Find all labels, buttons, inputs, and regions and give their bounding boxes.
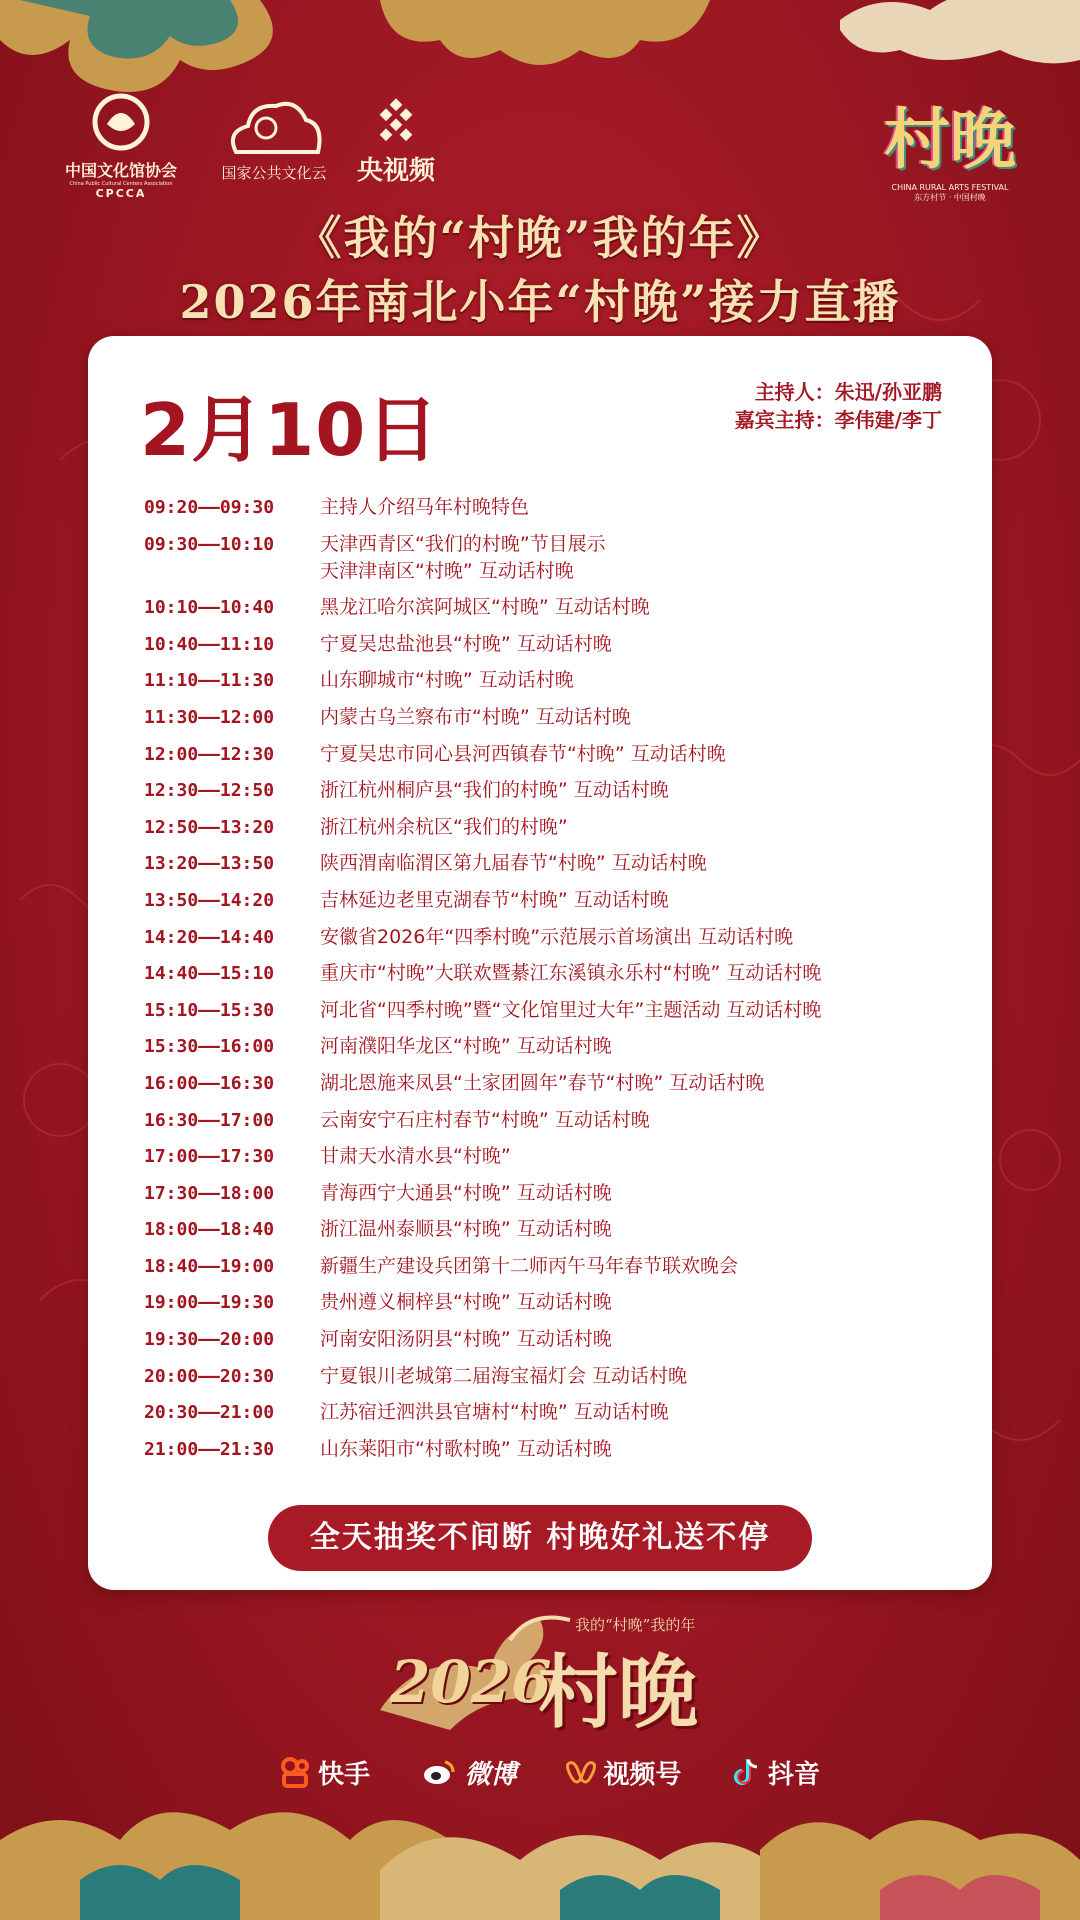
- main-title: 《我的“村晚”我的年》: [295, 211, 785, 265]
- host-line: 主持人：朱迅/孙亚鹏: [754, 380, 942, 404]
- schedule-time: 17:00——17:30: [144, 1146, 275, 1168]
- schedule-time: 18:40——19:00: [144, 1255, 275, 1277]
- yangshipin-icon: [372, 98, 420, 146]
- schedule-row: [144, 814, 964, 841]
- douyin-icon: [730, 1756, 762, 1788]
- schedule-time: 19:00——19:30: [144, 1292, 275, 1314]
- culture-cloud-icon: [226, 100, 322, 158]
- program-line: 云南安宁石庄村春节“村晚” 互动话村晚: [320, 1108, 650, 1131]
- program-line: 宁夏银川老城第二届海宝福灯会 互动话村晚: [320, 1364, 688, 1387]
- schedule-row: [144, 631, 964, 658]
- culture-cloud-name: 国家公共文化云: [221, 164, 327, 182]
- schedule-time: 09:20——09:30: [144, 497, 275, 518]
- program-line: 宁夏吴忠市同心县河西镇春节“村晚” 互动话村晚: [320, 742, 726, 765]
- schedule-time: 20:00——20:30: [144, 1365, 275, 1387]
- schedule-program: [320, 887, 964, 914]
- schedule-time: 14:20——14:40: [144, 926, 275, 948]
- cpcca-name: 中国文化馆协会: [64, 161, 177, 180]
- kuaishou-icon: [280, 1756, 312, 1788]
- schedule-time: 17:30——18:00: [144, 1182, 275, 1204]
- program-line: 青海西宁大通县“村晚” 互动话村晚: [320, 1181, 612, 1204]
- program-line: 湖北恩施来凤县“土家团圆年”春节“村晚” 互动话村晚: [320, 1071, 765, 1094]
- schedule-card: [88, 336, 992, 1590]
- schedule-time: 12:00——12:30: [144, 743, 275, 765]
- schedule-row: [144, 1033, 964, 1060]
- schedule-time: 12:30——12:50: [144, 780, 275, 802]
- program-line: 江苏宿迁泗洪县官塘村“村晚” 互动话村晚: [320, 1401, 669, 1424]
- schedule-program: [320, 777, 964, 804]
- schedule-row: [144, 1289, 964, 1316]
- schedule-time: 15:10——15:30: [144, 999, 275, 1021]
- program-line: 河北省“四季村晚”暨“文化馆里过大年”主题活动 互动话村晚: [320, 998, 822, 1021]
- schedule-program: [320, 667, 964, 694]
- schedule-time: 19:30——20:00: [144, 1329, 275, 1351]
- schedule-row: [144, 494, 964, 521]
- guest-host-line: 嘉宾主持：李伟建/李丁: [734, 408, 942, 432]
- schedule-program: [320, 531, 964, 585]
- schedule-time: 13:50——14:20: [144, 889, 275, 911]
- program-line: 天津津南区“村晚” 互动话村晚: [320, 559, 574, 582]
- schedule-program: [320, 1326, 964, 1353]
- platform-label: 抖音: [767, 1759, 820, 1790]
- program-line: 天津西青区“我们的村晚”节目展示: [320, 532, 606, 555]
- schedule-row: [144, 667, 964, 694]
- program-line: 甘肃天水清水县“村晚”: [320, 1145, 511, 1168]
- hosts-info: [735, 378, 942, 434]
- schedule-program: [320, 594, 964, 621]
- schedule-time: 18:00——18:40: [144, 1219, 275, 1241]
- schedule-time: 11:30——12:00: [144, 706, 275, 728]
- schedule-time: 10:10——10:40: [144, 597, 275, 619]
- program-line: 重庆市“村晚”大联欢暨綦江东溪镇永乐村“村晚” 互动话村晚: [320, 962, 822, 985]
- cunwan-logo-english: CHINA RURAL ARTS FESTIVAL: [891, 183, 1009, 192]
- schedule-program: [320, 1253, 964, 1280]
- yangshipin-logo: [350, 98, 442, 187]
- schedule-row: [144, 777, 964, 804]
- schedule-row: [144, 704, 964, 731]
- program-line: 主持人介绍马年村晚特色: [320, 496, 530, 518]
- schedule-row: [144, 531, 964, 585]
- weibo-icon: [419, 1756, 459, 1788]
- program-line: 黑龙江哈尔滨阿城区“村晚” 互动话村晚: [320, 596, 650, 619]
- program-line: 贵州遵义桐梓县“村晚” 互动话村晚: [320, 1291, 612, 1314]
- program-line: 陕西渭南临渭区第九届春节“村晚” 互动话村晚: [320, 852, 707, 875]
- schedule-row: [144, 1143, 964, 1170]
- schedule-row: [144, 924, 964, 951]
- sub-title: 2026年南北小年“村晚”接力直播: [179, 275, 901, 329]
- schedule-program: [320, 814, 964, 841]
- platform-label: 快手: [318, 1759, 371, 1790]
- schedule-program: [320, 850, 964, 877]
- schedule-program: [320, 1033, 964, 1060]
- cunwan-festival-logo: [870, 86, 1030, 203]
- channels-icon: [565, 1756, 597, 1788]
- schedule-row: [144, 1326, 964, 1353]
- schedule-time: 11:10——11:30: [144, 670, 275, 692]
- program-line: 山东聊城市“村晚” 互动话村晚: [320, 669, 574, 692]
- schedule-program: [320, 494, 964, 521]
- program-line: 新疆生产建设兵团第十二师丙午马年春节联欢晚会: [320, 1254, 739, 1277]
- schedule-time: 10:40——11:10: [144, 633, 275, 655]
- schedule-program: [320, 1180, 964, 1207]
- schedule-row: [144, 1399, 964, 1426]
- schedule-time: 09:30——10:10: [144, 533, 275, 555]
- schedule-time: 14:40——15:10: [144, 963, 275, 985]
- schedule-row: [144, 960, 964, 987]
- program-line: 吉林延边老里克湖春节“村晚” 互动话村晚: [320, 888, 669, 911]
- schedule-row: [144, 1107, 964, 1134]
- program-line: 安徽省2026年“四季村晚”示范展示首场演出 互动话村晚: [320, 925, 794, 948]
- broadcast-date: 2月10日: [140, 388, 440, 472]
- schedule-time: 12:50——13:20: [144, 816, 275, 838]
- bottom-year: 2026: [390, 1648, 552, 1716]
- cpcca-abbr: CPCCA: [95, 187, 147, 200]
- program-line: 河南濮阳华龙区“村晚” 互动话村晚: [320, 1035, 612, 1058]
- yangshipin-name: 央视频: [356, 156, 435, 186]
- platform-douyin[interactable]: [730, 1754, 820, 1791]
- schedule-program: [320, 1363, 964, 1390]
- schedule-row: [144, 1216, 964, 1243]
- schedule-program: [320, 1289, 964, 1316]
- schedule-row: [144, 887, 964, 914]
- platform-list: [280, 1748, 820, 1796]
- schedule-list: [144, 494, 964, 1472]
- cunwan-logo-text: 村晚: [884, 100, 1016, 178]
- schedule-row: [144, 1363, 964, 1390]
- national-culture-cloud-logo: [212, 100, 336, 183]
- schedule-program: [320, 924, 964, 951]
- platform-channels[interactable]: [565, 1754, 681, 1791]
- schedule-row: [144, 741, 964, 768]
- schedule-program: [320, 1436, 964, 1463]
- schedule-row: [144, 594, 964, 621]
- program-line: 浙江杭州桐庐县“我们的村晚” 互动话村晚: [320, 779, 669, 802]
- platform-label: 微博: [464, 1759, 517, 1790]
- schedule-time: 16:30——17:00: [144, 1109, 275, 1131]
- program-line: 山东莱阳市“村歌村晚” 互动话村晚: [320, 1437, 612, 1460]
- lottery-banner: 全天抽奖不间断 村晚好礼送不停: [268, 1505, 812, 1571]
- cpcca-english-name: China Public Cultural Centers Association: [69, 181, 173, 187]
- schedule-program: [320, 741, 964, 768]
- schedule-time: 13:20——13:50: [144, 853, 275, 875]
- schedule-program: [320, 704, 964, 731]
- schedule-program: [320, 960, 964, 987]
- platform-weibo[interactable]: [419, 1754, 517, 1791]
- schedule-row: [144, 1436, 964, 1463]
- cloud-ornament-top-right: [840, 0, 1080, 70]
- program-line: 浙江温州泰顺县“村晚” 互动话村晚: [320, 1218, 612, 1241]
- schedule-time: 21:00——21:30: [144, 1438, 275, 1460]
- bottom-slogan: 我的“村晚”我的年: [575, 1616, 696, 1634]
- platform-label: 视频号: [603, 1759, 682, 1790]
- cpcca-logo: [56, 90, 186, 200]
- schedule-program: [320, 1107, 964, 1134]
- schedule-row: [144, 1253, 964, 1280]
- program-line: 浙江杭州余杭区“我们的村晚”: [320, 815, 568, 838]
- program-line: 河南安阳汤阴县“村晚” 互动话村晚: [320, 1328, 612, 1351]
- program-line: 宁夏吴忠盐池县“村晚” 互动话村晚: [320, 632, 612, 655]
- cpcca-emblem-icon: [89, 90, 153, 154]
- platform-kuaishou[interactable]: [280, 1754, 370, 1791]
- schedule-time: 15:30——16:00: [144, 1036, 275, 1058]
- program-line: 内蒙古乌兰察布市“村晚” 互动话村晚: [320, 705, 631, 728]
- cunwan-logo-sub: 东方村节 · 中国村晚: [914, 193, 986, 202]
- schedule-time: 20:30——21:00: [144, 1402, 275, 1424]
- schedule-program: [320, 631, 964, 658]
- schedule-row: [144, 1180, 964, 1207]
- cloud-ornament-top-center: [380, 0, 710, 70]
- schedule-row: [144, 850, 964, 877]
- schedule-program: [320, 1399, 964, 1426]
- schedule-row: [144, 1070, 964, 1097]
- schedule-program: [320, 1143, 964, 1170]
- bottom-brand: 村晚: [538, 1645, 698, 1739]
- schedule-program: [320, 1070, 964, 1097]
- schedule-program: [320, 1216, 964, 1243]
- schedule-row: [144, 997, 964, 1024]
- schedule-program: [320, 997, 964, 1024]
- schedule-time: 16:00——16:30: [144, 1072, 275, 1094]
